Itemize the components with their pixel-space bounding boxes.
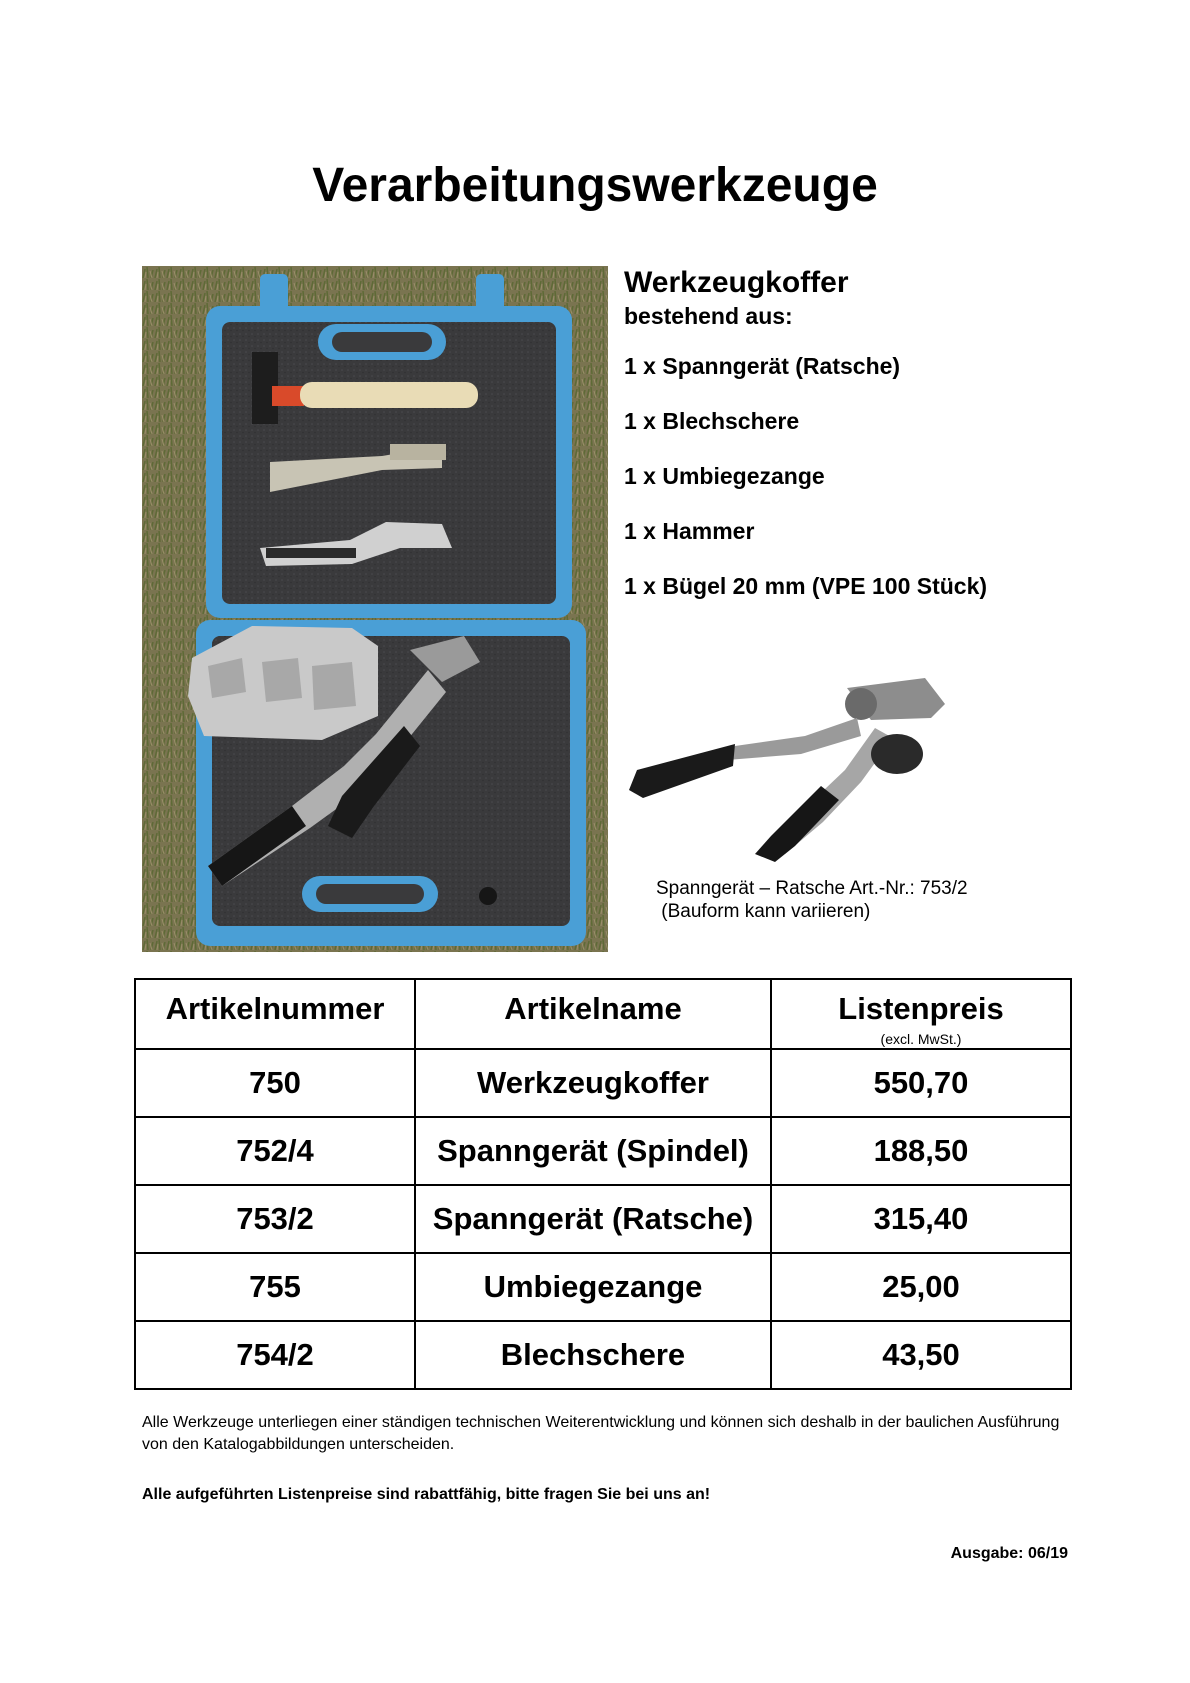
caption-line: (Bauform kann variieren) (656, 901, 871, 922)
ratchet-tensioner-photo (625, 658, 975, 870)
list-price: 315,40 (771, 1185, 1071, 1253)
table-header-row (135, 979, 1071, 1049)
table-row (135, 1253, 1071, 1321)
article-name: Umbiegezange (415, 1253, 771, 1321)
column-header: Listenpreis (excl. MwSt.) (771, 979, 1071, 1049)
tool-case-photo (142, 266, 608, 952)
list-price: 25,00 (771, 1253, 1071, 1321)
kit-subtitle: bestehend aus: (624, 303, 793, 329)
article-number: 754/2 (135, 1321, 415, 1389)
ratchet-caption (656, 877, 968, 923)
discount-note: Alle aufgeführten Listenpreise sind rabattfähig, bitte fragen Sie bei uns an! (142, 1486, 711, 1503)
article-number: 750 (135, 1049, 415, 1117)
kit-item: 1 x Hammer (624, 518, 755, 544)
article-name: Blechschere (415, 1321, 771, 1389)
column-header: Artikelnummer (135, 979, 415, 1049)
article-number: 753/2 (135, 1185, 415, 1253)
list-price: 550,70 (771, 1049, 1071, 1117)
article-name: Spanngerät (Ratsche) (415, 1185, 771, 1253)
list-price: 188,50 (771, 1117, 1071, 1185)
article-name: Werkzeugkoffer (415, 1049, 771, 1117)
kit-description (624, 266, 1084, 627)
article-number: 755 (135, 1253, 415, 1321)
kit-item: 1 x Umbiegezange (624, 463, 825, 489)
edition-label: Ausgabe: 06/19 (950, 1545, 1068, 1562)
kit-item: 1 x Spanngerät (Ratsche) (624, 353, 901, 379)
caption-line: Spanngerät – Ratsche Art.-Nr.: 753/2 (656, 878, 968, 899)
article-number: 752/4 (135, 1117, 415, 1185)
column-header: Artikelname (415, 979, 771, 1049)
table-row (135, 1117, 1071, 1185)
table-row (135, 1049, 1071, 1117)
disclaimer-note: Alle Werkzeuge unterliegen einer ständigen technischen Weiterentwicklung und können sich deshalb in der baulichen Ausführung von den Katalogabbildungen unterscheiden. (142, 1414, 1060, 1453)
kit-contents-list (624, 352, 1084, 627)
kit-item: 1 x Bügel 20 mm (VPE 100 Stück) (624, 573, 988, 599)
table-row (135, 1185, 1071, 1253)
page-title: Verarbeitungswerkzeuge (312, 159, 878, 212)
kit-title: Werkzeugkoffer (624, 266, 849, 299)
article-name: Spanngerät (Spindel) (415, 1117, 771, 1185)
kit-item: 1 x Blechschere (624, 408, 800, 434)
vat-note: (excl. MwSt.) (880, 1031, 962, 1047)
list-price: 43,50 (771, 1321, 1071, 1389)
table-row (135, 1321, 1071, 1389)
price-table (134, 978, 1072, 1390)
